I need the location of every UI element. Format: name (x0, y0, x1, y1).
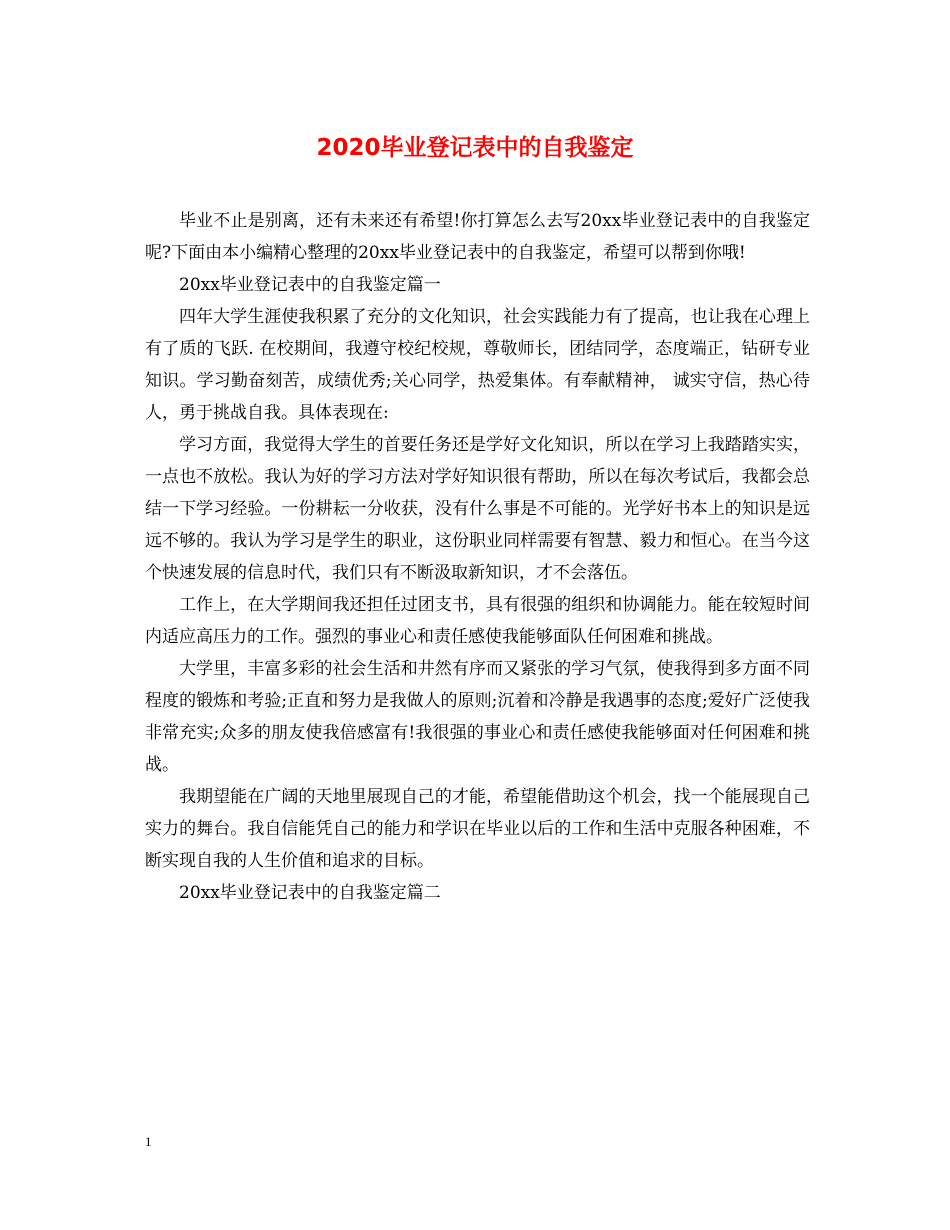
document-body (145, 205, 810, 909)
body-paragraph: 大学里，丰富多彩的社会生活和井然有序而又紧张的学习气氛，使我得到多方面不同程度的锻炼和考验;正直和努力是我做人的原则;沉着和冷静是我遇事的态度;爱好广泛使我非常充实;众多的朋友使我倍感富有!我很强的事业心和责任感使我能够面对任何困难和挑战。 (145, 659, 810, 775)
document-title: 2020毕业登记表中的自我鉴定 (316, 135, 634, 161)
body-paragraph: 四年大学生涯使我积累了充分的文化知识，社会实践能力有了提高，也让我在心理上有了质的飞跃. 在校期间，我遵守校纪校规，尊敬师长，团结同学，态度端正，钻研专业知识。学习勤奋刻苦，成绩优秀;关心同学，热爱集体。有奉献精神， 诚实守信，热心待人，勇于挑战自我。具体表现在: (145, 307, 810, 423)
body-paragraph: 我期望能在广阔的天地里展现自己的才能，希望能借助这个机会，找一个能展现自己实力的舞台。我自信能凭自己的能力和学识在毕业以后的工作和生活中克服各种困难，不断实现自我的人生价值和追求的目标。 (145, 787, 810, 871)
intro-paragraph: 毕业不止是别离，还有未来还有希望!你打算怎么去写20xx毕业登记表中的自我鉴定呢?下面由本小编精心整理的20xx毕业登记表中的自我鉴定，希望可以帮到你哦! (145, 211, 810, 263)
page-number: 1 (145, 1134, 152, 1149)
section-heading-one: 20xx毕业登记表中的自我鉴定篇一 (179, 275, 441, 295)
body-paragraph: 工作上，在大学期间我还担任过团支书，具有很强的组织和协调能力。能在较短时间内适应高压力的工作。强烈的事业心和责任感使我能够面队任何困难和挑战。 (145, 595, 810, 647)
section-heading-two: 20xx毕业登记表中的自我鉴定篇二 (179, 883, 441, 903)
body-paragraph: 学习方面，我觉得大学生的首要任务还是学好文化知识，所以在学习上我踏踏实实，一点也不放松。我认为好的学习方法对学好知识很有帮助，所以在每次考试后，我都会总结一下学习经验。一份耕耘一分收获，没有什么事是不可能的。光学好书本上的知识是远远不够的。我认为学习是学生的职业，这份职业同样需要有智慧、毅力和恒心。在当今这个快速发展的信息时代，我们只有不断汲取新知识，才不会落伍。 (145, 435, 810, 583)
